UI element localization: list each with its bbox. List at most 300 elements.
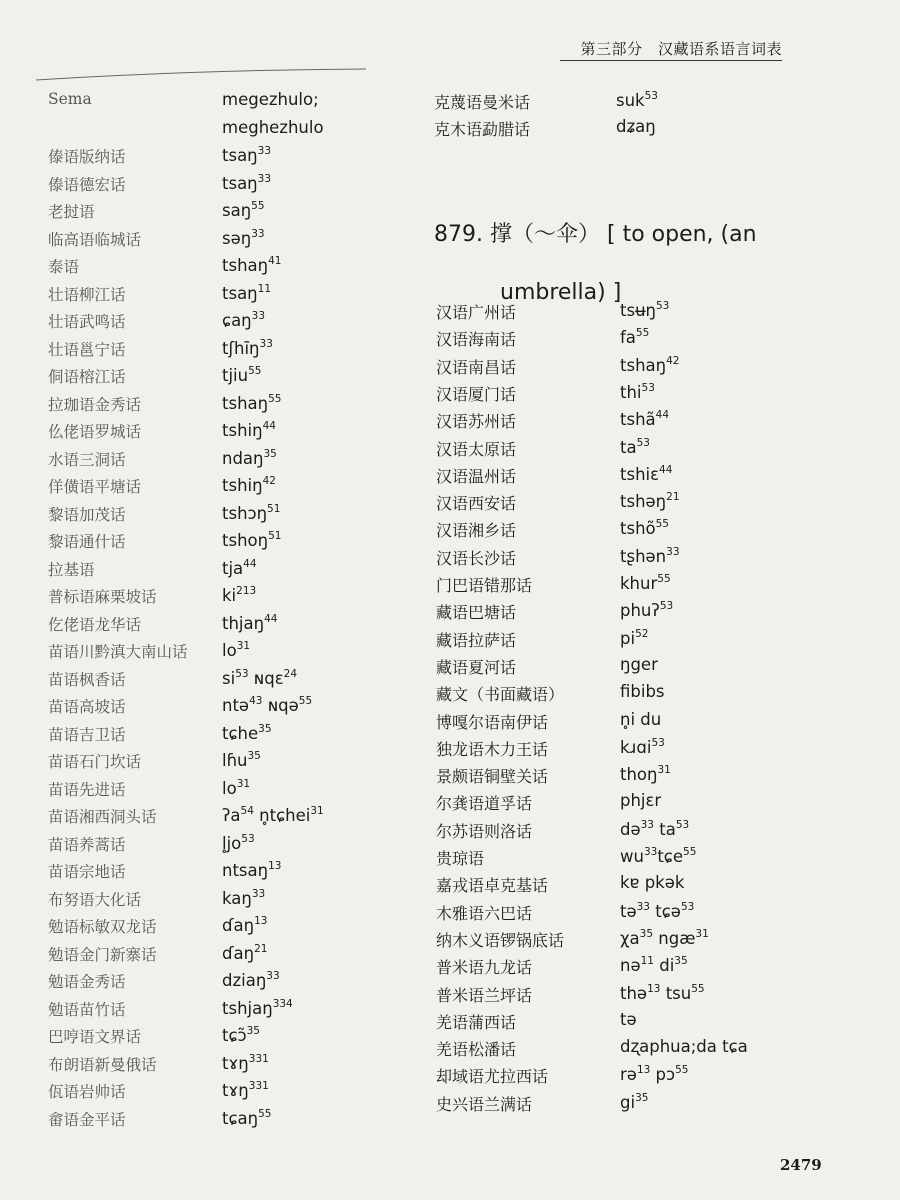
language-name: 巴哼语文界话 xyxy=(48,1028,142,1046)
phonetic-form: ʔa xyxy=(222,806,241,825)
phonetic-form: tɕhe xyxy=(222,723,259,743)
phonetic-form: tshiŋ xyxy=(222,476,263,495)
phonetic-form-2: tsu xyxy=(660,983,692,1003)
word-form xyxy=(222,1053,269,1073)
tone-number: 55 xyxy=(657,573,671,585)
word-form xyxy=(222,310,265,330)
word-form xyxy=(222,1108,272,1128)
word-entry xyxy=(48,778,378,806)
phonetic-form: tshɔŋ xyxy=(222,503,268,523)
language-name: 拉珈语金秀话 xyxy=(48,395,142,414)
language-name: 普标语麻栗坡话 xyxy=(48,588,157,606)
language-name: 勉语标敏双龙话 xyxy=(48,918,157,936)
word-form xyxy=(222,255,281,275)
word-form xyxy=(222,118,324,137)
language-name: 贵琼语 xyxy=(436,849,485,868)
word-form xyxy=(222,998,293,1018)
language-name: 侗语榕江话 xyxy=(48,368,126,386)
tone-number: 11 xyxy=(640,955,654,968)
word-entry xyxy=(436,928,816,955)
tone-number: 334 xyxy=(272,997,293,1010)
phonetic-form: tshiŋ xyxy=(222,421,263,440)
tone-number: 33 xyxy=(251,310,266,322)
tone-number-2: 24 xyxy=(283,667,298,680)
word-form xyxy=(222,943,267,963)
word-entry xyxy=(436,901,816,928)
word-form xyxy=(620,518,669,538)
language-name: 临高语临城话 xyxy=(48,230,142,249)
word-entry xyxy=(48,668,378,696)
word-entry xyxy=(434,117,814,144)
word-entry xyxy=(436,546,816,573)
tone-number: 33 xyxy=(640,818,654,831)
word-entry xyxy=(48,915,378,943)
word-entry xyxy=(48,283,378,311)
tone-number: 35 xyxy=(639,927,654,940)
word-entry xyxy=(436,682,816,709)
phonetic-form-2: di xyxy=(653,956,675,976)
tone-number: 53 xyxy=(659,600,674,613)
word-form xyxy=(222,805,324,825)
word-form xyxy=(620,1010,637,1029)
language-name: 藏语拉萨话 xyxy=(436,630,517,650)
word-entry xyxy=(48,448,378,476)
phonetic-form-2: pɔ xyxy=(650,1065,676,1085)
tone-number: 44 xyxy=(264,612,278,625)
word-form xyxy=(620,983,705,1003)
language-name: 苗语枫香话 xyxy=(48,670,126,689)
phonetic-form: tshiɛ xyxy=(620,464,660,484)
language-name: 博嘎尔语南伊话 xyxy=(436,712,549,732)
word-form xyxy=(222,365,261,385)
word-entry xyxy=(436,327,816,354)
phonetic-form: tsaŋ xyxy=(222,283,258,303)
word-entry xyxy=(48,1053,378,1081)
word-form xyxy=(620,1092,648,1112)
word-form xyxy=(620,710,661,729)
phonetic-form: thoŋ xyxy=(620,765,658,785)
tone-number: 35 xyxy=(263,447,277,460)
tone-number: 44 xyxy=(659,463,673,476)
word-form xyxy=(620,382,655,402)
word-form xyxy=(222,283,271,303)
language-name: Sema xyxy=(48,90,92,108)
tone-number: 33 xyxy=(643,846,658,858)
word-form xyxy=(222,723,272,743)
tone-number: 52 xyxy=(635,627,649,640)
word-form xyxy=(222,668,297,688)
language-name: 苗语吉卫话 xyxy=(48,725,126,744)
language-name: 傣语德宏话 xyxy=(48,175,126,194)
phonetic-form: kaŋ xyxy=(222,888,252,908)
language-name: 汉语广州话 xyxy=(436,303,517,322)
phonetic-form: ndaŋ xyxy=(222,448,264,468)
phonetic-form: χa xyxy=(620,928,640,948)
tone-number: 53 xyxy=(235,667,249,680)
language-name: 汉语长沙话 xyxy=(436,548,517,568)
word-entry xyxy=(48,1080,378,1108)
phonetic-form: tɕaŋ xyxy=(222,1108,259,1128)
word-entry xyxy=(436,573,816,600)
word-form xyxy=(620,573,671,593)
phonetic-form: tshaŋ xyxy=(620,355,667,375)
phonetic-form: phuʔ xyxy=(620,601,660,621)
language-name: 藏语夏河话 xyxy=(436,657,517,677)
tone-number: 53 xyxy=(651,736,665,749)
language-name: 纳木义语锣锅底话 xyxy=(436,930,565,950)
word-entry xyxy=(436,437,816,464)
language-name: 仫佬语罗城话 xyxy=(48,423,142,441)
phonetic-form: dʐaphua;da tɕa xyxy=(620,1037,748,1057)
language-name: 普米语兰坪话 xyxy=(436,985,533,1005)
language-name: 畲语金平话 xyxy=(48,1110,126,1129)
word-entry xyxy=(48,585,378,613)
word-form xyxy=(620,1037,748,1056)
word-entry xyxy=(436,628,816,655)
phonetic-form: meghezhulo xyxy=(222,117,324,137)
word-entry xyxy=(48,640,378,668)
phonetic-form: tshaŋ xyxy=(222,393,269,413)
phonetic-form: phjɛr xyxy=(620,791,662,811)
tone-number-2: 55 xyxy=(683,846,697,858)
phonetic-form: ɕaŋ xyxy=(222,311,252,330)
phonetic-form: wu xyxy=(620,847,644,866)
word-form xyxy=(222,1080,269,1100)
word-form xyxy=(620,955,688,975)
word-form xyxy=(222,970,280,990)
tone-number: 33 xyxy=(636,900,650,913)
phonetic-form-2: ngæ xyxy=(653,928,696,948)
word-entry xyxy=(436,355,816,382)
phonetic-form-2: ta xyxy=(654,819,676,839)
tone-number-2: 53 xyxy=(675,818,690,831)
language-name: 佯僙语平塘话 xyxy=(48,478,142,496)
phonetic-form: ntə xyxy=(222,696,250,715)
tone-number: 33 xyxy=(257,172,272,185)
word-form xyxy=(222,475,276,495)
language-name: 却域语尤拉西话 xyxy=(436,1067,549,1087)
tone-number: 35 xyxy=(247,750,261,762)
tone-number: 35 xyxy=(258,722,272,735)
tone-number: 51 xyxy=(267,502,281,515)
page-curl-shadow xyxy=(36,68,366,82)
word-form xyxy=(620,409,669,429)
tone-number: 41 xyxy=(268,255,282,267)
word-entry xyxy=(48,558,378,586)
word-entry xyxy=(436,955,816,982)
language-name: 尔苏语则洛话 xyxy=(436,821,533,841)
phonetic-form: khur xyxy=(620,574,658,593)
word-entry xyxy=(48,310,378,338)
language-name: 傣语版纳话 xyxy=(48,148,126,166)
word-entry xyxy=(436,382,816,409)
language-name: 勉语金秀话 xyxy=(48,973,126,991)
word-entry xyxy=(48,173,378,201)
tone-number: 33 xyxy=(251,887,266,900)
word-form xyxy=(620,628,648,648)
phonetic-form: gi xyxy=(620,1092,636,1112)
language-name: 汉语厦门话 xyxy=(436,384,517,404)
word-form xyxy=(222,750,261,770)
phonetic-form: l̥jo xyxy=(222,833,242,853)
tone-number: 44 xyxy=(243,557,257,570)
section-number: 879. xyxy=(434,222,483,247)
word-form xyxy=(620,1064,688,1084)
language-name: 克木语勐腊话 xyxy=(434,120,531,139)
word-entry xyxy=(48,943,378,971)
tone-number: 35 xyxy=(635,1091,649,1104)
tone-number: 51 xyxy=(268,530,282,542)
language-name: 拉基语 xyxy=(48,560,95,579)
phonetic-form: thə xyxy=(620,983,648,1003)
word-entry xyxy=(436,409,816,436)
phonetic-form: tʃhīŋ xyxy=(222,338,260,358)
word-entry xyxy=(436,737,816,764)
tone-number: 13 xyxy=(254,915,268,927)
word-entry xyxy=(48,503,378,531)
language-name: 木雅语六巴话 xyxy=(436,903,533,923)
word-form xyxy=(616,117,656,136)
word-entry xyxy=(436,464,816,491)
word-entry xyxy=(436,1010,816,1037)
word-entry xyxy=(48,860,378,888)
phonetic-form: tsaŋ xyxy=(222,173,258,193)
word-entry xyxy=(436,983,816,1010)
tone-number: 55 xyxy=(251,200,265,212)
word-form xyxy=(222,145,271,165)
phonetic-form: lo xyxy=(222,641,237,660)
phonetic-form-2: tɕe xyxy=(657,847,684,866)
phonetic-form: thjaŋ xyxy=(222,613,265,633)
tone-number: 331 xyxy=(248,1080,269,1092)
phonetic-form-2: tɕə xyxy=(650,901,681,921)
word-entry xyxy=(48,695,378,723)
word-form xyxy=(620,355,679,375)
language-name: 汉语湘乡话 xyxy=(436,521,517,541)
word-entry xyxy=(48,90,378,118)
tone-number: 55 xyxy=(635,327,650,340)
tone-number: 54 xyxy=(240,805,254,817)
phonetic-form: tɕɔ̃ xyxy=(222,1026,247,1045)
word-form xyxy=(222,448,277,468)
tone-number: 53 xyxy=(644,90,658,102)
word-form xyxy=(620,737,665,757)
phonetic-form-2: ɴqɛ xyxy=(248,668,284,688)
phonetic-form: tja xyxy=(222,558,244,578)
word-entry xyxy=(48,475,378,503)
word-form xyxy=(620,491,680,511)
phonetic-form: ki xyxy=(222,586,237,605)
tone-number: 213 xyxy=(236,585,257,597)
word-form xyxy=(222,393,281,413)
tone-number-2: 31 xyxy=(695,927,709,940)
phonetic-form: səŋ xyxy=(222,228,252,248)
phonetic-form: si xyxy=(222,668,236,688)
language-name: 汉语南昌话 xyxy=(436,357,517,377)
phonetic-form: tshjaŋ xyxy=(222,998,273,1018)
word-entry xyxy=(48,393,378,421)
word-form xyxy=(222,860,281,880)
tone-number: 53 xyxy=(641,381,655,394)
language-name: 普米语九龙话 xyxy=(436,958,533,978)
phonetic-form: tə xyxy=(620,901,637,921)
word-entry xyxy=(48,530,378,558)
phonetic-form: lo xyxy=(222,778,237,798)
word-form xyxy=(222,833,255,853)
word-entry xyxy=(436,710,816,737)
language-name: 独龙语木力王话 xyxy=(436,739,549,759)
tone-number: 33 xyxy=(259,337,273,350)
word-entry xyxy=(48,613,378,641)
word-entry xyxy=(48,750,378,778)
word-entry xyxy=(436,1037,816,1064)
phonetic-form: ŋger xyxy=(620,654,658,674)
language-name: 苗语先进话 xyxy=(48,780,126,799)
language-name: 布努语大化话 xyxy=(48,890,142,909)
phonetic-form: rə xyxy=(620,1065,637,1085)
language-name: 藏语巴塘话 xyxy=(436,603,517,623)
word-form xyxy=(222,503,280,523)
word-form xyxy=(222,585,256,605)
page-number: 2479 xyxy=(780,1156,822,1174)
tone-number-2: 55 xyxy=(675,1064,689,1077)
language-name: 汉语西安话 xyxy=(436,494,517,514)
word-form xyxy=(620,437,650,457)
language-name: 黎语加茂话 xyxy=(48,505,126,524)
tone-number: 13 xyxy=(268,860,282,872)
phonetic-form: tɤŋ xyxy=(222,1053,249,1073)
word-form xyxy=(620,464,672,484)
word-form xyxy=(620,791,661,810)
word-form xyxy=(222,640,250,660)
language-name: 景颇语铜壁关话 xyxy=(436,767,549,787)
language-name: 布朗语新曼俄话 xyxy=(48,1055,157,1074)
language-name: 泰语 xyxy=(48,258,80,276)
word-entry xyxy=(48,200,378,228)
phonetic-form: tsʉŋ xyxy=(620,301,656,320)
language-name: 壮语柳江话 xyxy=(48,285,126,304)
tone-number: 55 xyxy=(268,392,282,405)
word-form xyxy=(222,695,312,715)
word-entry xyxy=(48,228,378,256)
word-form xyxy=(620,819,689,839)
tone-number: 13 xyxy=(636,1064,651,1077)
tone-number-2: 55 xyxy=(298,695,313,707)
language-name: 羌语蒲西话 xyxy=(436,1012,517,1032)
tone-number: 53 xyxy=(636,436,650,449)
word-form xyxy=(222,915,267,935)
language-name: 水语三洞话 xyxy=(48,450,126,469)
word-entry xyxy=(436,518,816,545)
language-name: 苗语高坡话 xyxy=(48,698,126,716)
language-name: 苗语湘西洞头话 xyxy=(48,808,157,826)
tone-number-2: 55 xyxy=(691,982,705,995)
word-entry xyxy=(436,600,816,627)
word-entry xyxy=(436,491,816,518)
tone-number: 11 xyxy=(257,282,272,295)
tone-number: 21 xyxy=(254,942,268,955)
phonetic-form: ntsaŋ xyxy=(222,861,269,880)
word-entry xyxy=(48,888,378,916)
language-name: 勉语金门新寨话 xyxy=(48,945,157,964)
language-name: 苗语宗地话 xyxy=(48,863,126,881)
word-entry xyxy=(48,365,378,393)
word-entry xyxy=(48,255,378,283)
phonetic-form: n̥i du xyxy=(620,709,662,729)
tone-number-2: 53 xyxy=(680,900,695,913)
word-form xyxy=(222,228,265,248)
word-form xyxy=(620,600,673,620)
tone-number: 31 xyxy=(657,764,671,777)
phonetic-form: tshəŋ xyxy=(620,492,667,512)
tone-number: 55 xyxy=(248,365,262,377)
word-entry xyxy=(436,791,816,818)
tone-number: 31 xyxy=(236,640,251,652)
word-entry xyxy=(48,420,378,448)
tone-number: 33 xyxy=(257,145,272,157)
phonetic-form: tsaŋ xyxy=(222,146,258,165)
tone-number: 33 xyxy=(666,545,680,558)
word-entry xyxy=(436,1064,816,1091)
language-name: 黎语通什话 xyxy=(48,533,126,551)
word-entry xyxy=(436,873,816,900)
language-name: 克蔑语曼米话 xyxy=(434,93,531,112)
word-form xyxy=(620,928,709,948)
language-name: 佤语岩帅话 xyxy=(48,1083,126,1101)
word-form xyxy=(222,420,276,440)
phonetic-form: tə xyxy=(620,1009,637,1029)
tone-number: 43 xyxy=(249,695,263,707)
phonetic-form: tshã xyxy=(620,410,656,430)
phonetic-form: ta xyxy=(620,437,637,457)
word-form xyxy=(222,1025,260,1045)
phonetic-form: tshoŋ xyxy=(222,531,269,550)
tone-number: 33 xyxy=(251,227,265,240)
word-entry xyxy=(48,118,378,146)
phonetic-form-2: ɴqə xyxy=(262,696,299,715)
word-form xyxy=(222,173,271,193)
word-entry xyxy=(48,805,378,833)
tone-number: 55 xyxy=(258,1107,272,1120)
word-entry xyxy=(434,90,814,117)
word-entry xyxy=(436,819,816,846)
phonetic-form: ɗaŋ xyxy=(222,916,255,935)
language-name: 藏文（书面藏语） xyxy=(436,685,565,705)
phonetic-form: megezhulo; xyxy=(222,90,319,109)
language-name: 汉语苏州话 xyxy=(436,412,517,432)
tone-number: 44 xyxy=(262,420,276,432)
word-form xyxy=(620,546,680,566)
word-form xyxy=(222,558,257,578)
phonetic-form: ɗaŋ xyxy=(222,943,255,963)
language-name: 苗语石门坎话 xyxy=(48,753,142,771)
word-form xyxy=(620,873,684,892)
phonetic-form: də xyxy=(620,819,641,839)
word-entry xyxy=(436,655,816,682)
word-form xyxy=(620,901,694,921)
language-name: 壮语武鸣话 xyxy=(48,313,126,331)
word-form xyxy=(222,200,265,220)
language-name: 勉语苗竹话 xyxy=(48,1000,126,1019)
phonetic-form: kɐ pkək xyxy=(620,873,685,893)
phonetic-form: nə xyxy=(620,956,641,976)
word-form xyxy=(222,613,277,633)
language-name: 老挝语 xyxy=(48,203,95,221)
language-name: 汉语太原话 xyxy=(436,439,517,459)
tone-number: 42 xyxy=(666,354,680,367)
language-name: 苗语川黔滇大南山话 xyxy=(48,643,188,661)
phonetic-form: tshõ xyxy=(620,519,656,539)
